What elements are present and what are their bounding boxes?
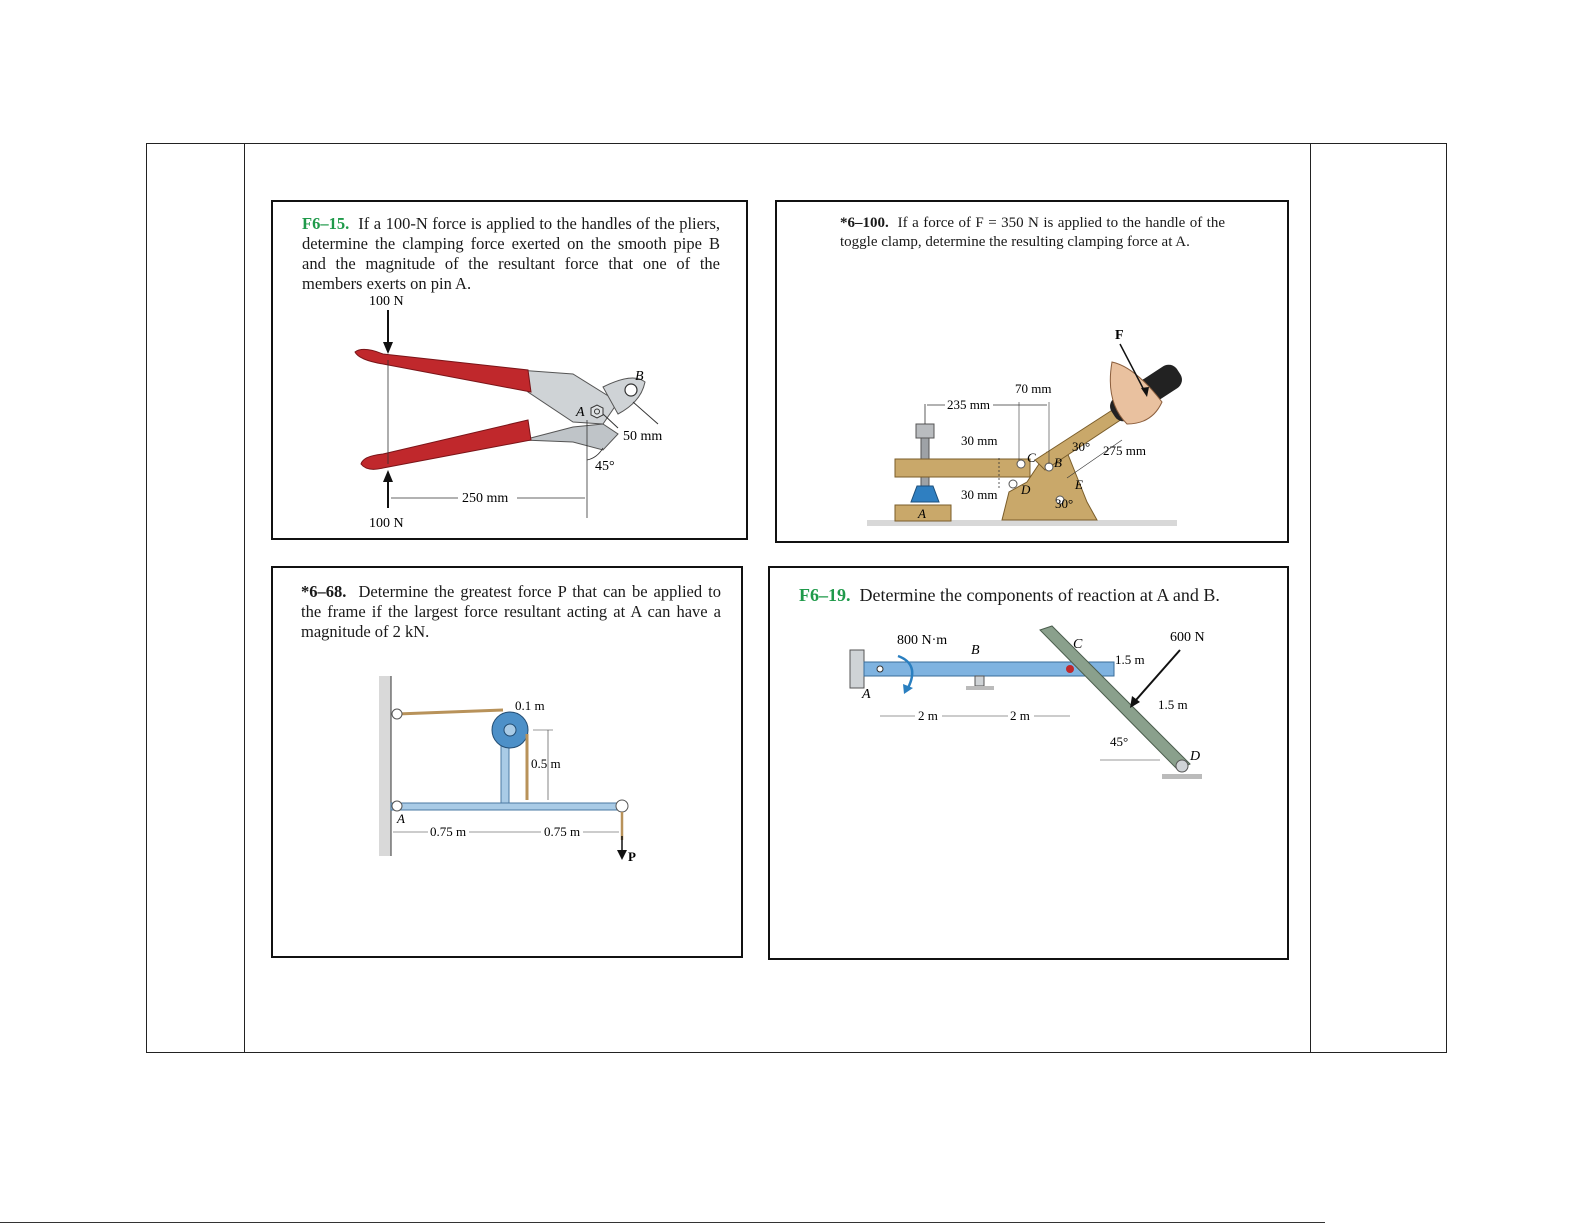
problem-number: *6–68. — [301, 582, 347, 601]
pin-d — [1009, 480, 1017, 488]
problem-6-68-panel — [271, 566, 743, 958]
dim-label-30mm-bottom: 30 mm — [961, 487, 998, 502]
spindle-nut — [916, 424, 934, 438]
pliers-figure — [273, 202, 746, 538]
label-c: C — [1073, 637, 1083, 652]
problem-text: If a force of F = 350 N is applied to the handle of the toggle clamp, determine the resulting clamping force at A. — [840, 215, 1225, 250]
dim-label-250mm: 250 mm — [462, 491, 509, 506]
label-e: E — [1075, 477, 1083, 492]
pin-a-icon — [591, 405, 603, 418]
pin-a — [392, 801, 402, 811]
rope-hook — [392, 709, 402, 719]
label-a: A — [918, 506, 926, 521]
label-d: D — [1190, 749, 1201, 764]
dim-label-15m-lower: 1.5 m — [1158, 697, 1188, 712]
angle-label-top: 30° — [1072, 439, 1091, 454]
dim-label-30mm-top: 30 mm — [961, 433, 998, 448]
label-f: F — [1115, 328, 1124, 343]
pulley-hub — [504, 724, 516, 736]
arrowhead-bottom — [383, 470, 393, 482]
table-column-divider-right — [1310, 144, 1311, 1052]
pin-c — [1017, 460, 1025, 468]
pin-a — [877, 666, 883, 672]
slider-pin-c — [1066, 665, 1074, 673]
angle-label-bottom: 30° — [1055, 496, 1074, 511]
dim-label-01m: 0.1 m — [515, 698, 545, 713]
rocker-b-base — [966, 686, 994, 690]
problem-6-100-panel — [775, 200, 1289, 543]
support-d — [1162, 774, 1202, 779]
dim-label-15m-upper: 1.5 m — [1115, 652, 1145, 667]
horizontal-member — [391, 803, 621, 810]
dim-label-50mm: 50 mm — [623, 429, 663, 444]
angle-label: 45° — [595, 459, 615, 474]
pin-b — [1045, 463, 1053, 471]
problem-text: Determine the greatest force P that can be applied to the frame if the largest force resultant acting at A can have a magnitude of 2 kN. — [301, 582, 721, 641]
label-d: D — [1021, 482, 1031, 497]
dim-label-235mm: 235 mm — [947, 397, 990, 412]
pliers-handle-upper — [355, 349, 531, 392]
label-p: P — [628, 849, 636, 864]
problem-number: F6–19. — [799, 585, 851, 605]
force-label-top: 100 N — [369, 294, 404, 309]
toggle-clamp-figure — [777, 202, 1287, 541]
force-label-600n: 600 N — [1170, 630, 1205, 645]
problem-number: *6–100. — [840, 215, 889, 231]
moment-label: 800 N·m — [897, 633, 948, 648]
dim-label-075m-left: 0.75 m — [430, 824, 467, 839]
arrowhead-top — [383, 342, 393, 354]
clamp-pad — [911, 486, 939, 502]
label-b: B — [1054, 455, 1062, 470]
dim-line-50b — [633, 402, 658, 424]
dim-label-05m: 0.5 m — [531, 756, 561, 771]
dim-label-2m-right: 2 m — [1010, 708, 1030, 723]
pin-end — [616, 800, 628, 812]
frame-figure — [273, 568, 741, 956]
pipe-b-icon — [625, 384, 637, 396]
dim-label-275mm: 275 mm — [1103, 443, 1146, 458]
dim-label-2m-left: 2 m — [918, 708, 938, 723]
clamp-arm — [895, 459, 1030, 477]
label-a: A — [397, 811, 405, 826]
pliers-lower-jaw — [523, 424, 618, 450]
problem-number: F6–15. — [302, 214, 350, 233]
wall — [379, 676, 391, 856]
pin-d — [1176, 760, 1188, 772]
problem-text: If a 100-N force is applied to the handles of the pliers, determine the clamping force exerted on the smooth pipe B and the magnitude of the resultant force that one of the members exerts on pin A. — [302, 214, 720, 293]
label-c: C — [1027, 450, 1036, 465]
table-column-divider-left — [244, 144, 245, 1052]
label-b: B — [971, 643, 980, 658]
pipe-b-label: B — [635, 369, 644, 384]
beam-figure — [770, 568, 1287, 958]
problem-text: Determine the components of reaction at A and B. — [859, 585, 1220, 605]
dim-label-075m-right: 0.75 m — [544, 824, 581, 839]
support-a — [850, 650, 864, 688]
force-label-bottom: 100 N — [369, 516, 404, 531]
pin-a-label: A — [576, 405, 585, 420]
problem-f6-19-panel — [768, 566, 1289, 960]
rope-top — [397, 710, 503, 714]
pliers-upper-jaw — [518, 370, 618, 424]
rocker-b — [975, 676, 984, 686]
pliers-handle-lower — [361, 420, 531, 469]
angle-label: 45° — [1110, 734, 1129, 749]
footer-rule — [0, 1222, 1325, 1223]
dim-label-70mm: 70 mm — [1015, 381, 1052, 396]
problem-f6-15-panel — [271, 200, 748, 540]
label-a: A — [862, 687, 871, 702]
arrowhead-p — [617, 850, 627, 860]
